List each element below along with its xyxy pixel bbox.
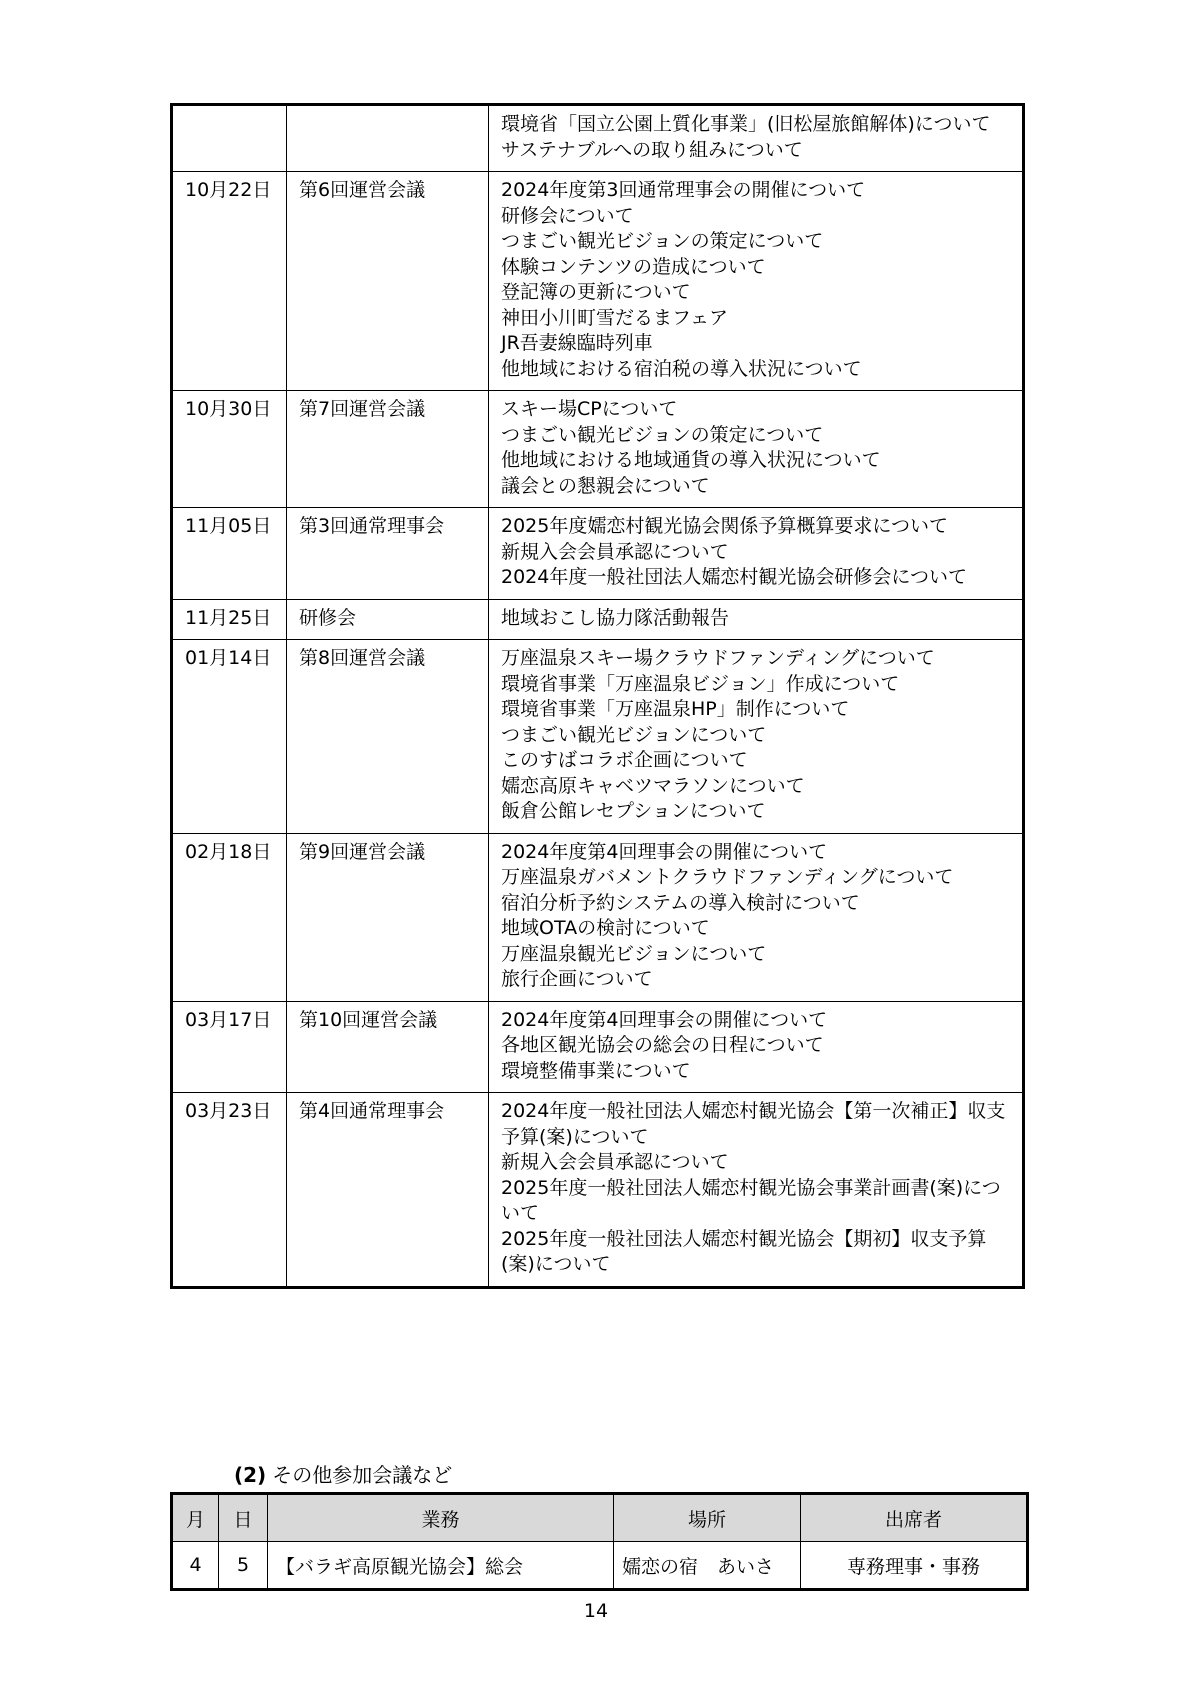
agenda-item: 他地域における宿泊税の導入状況について [501,357,862,380]
agenda-item: このすばコラボ企画について [501,749,748,771]
meeting-agenda [489,599,1024,640]
meeting-agenda [489,391,1024,508]
meeting-name: 第7回運営会議 [287,391,489,508]
meeting-agenda [489,1093,1024,1288]
cell-work: 【バラギ高原観光協会】総会 [268,1542,614,1590]
agenda-item: 地域おこし協力隊活動報告 [501,606,730,629]
agenda-item: 議会との懇親会について [501,474,710,497]
agenda-item: 万座温泉スキー場クラウドファンディングについて [501,647,935,669]
agenda-item: 神田小川町雪だるまフェア [501,306,729,329]
agenda-item: サステナブルへの取り組みについて [501,138,803,161]
section-number: (2) [234,1463,267,1487]
header-work: 業務 [268,1494,614,1542]
meeting-name: 第6回運営会議 [287,172,489,391]
agenda-item: 嬬恋高原キャベツマラソンについて [501,774,805,797]
meeting-agenda [489,833,1024,1001]
agenda-item: 2024年度第4回理事会の開催について [501,840,828,863]
section-title: その他参加会議など [272,1463,453,1487]
agenda-item: 他地域における地域通貨の導入状況について [501,449,881,471]
table-row [172,391,1024,508]
meeting-name: 第3回通常理事会 [287,508,489,600]
table-row [172,599,1024,640]
cell-attendee: 専務理事・事務 [801,1542,1028,1590]
meeting-name: 第4回通常理事会 [287,1093,489,1288]
section-heading [234,1462,452,1488]
table-row [172,508,1024,600]
meeting-agenda [489,640,1024,834]
table-row [172,172,1024,391]
agenda-item: 万座温泉観光ビジョンについて [501,942,767,965]
agenda-item: 体験コンテンツの造成について [501,255,766,278]
agenda-item: 新規入会会員承認について [501,540,729,563]
agenda-item: つまごい観光ビジョンの策定について [501,423,824,446]
table-row [172,1001,1024,1093]
meeting-date: 03月17日 [172,1001,287,1093]
cell-place: 嬬恋の宿 あいさ [614,1542,801,1590]
meeting-date [172,105,287,172]
table-row [172,833,1024,1001]
agenda-item: 2024年度一般社団法人嬬恋村観光協会【第一次補正】収支予算(案)について [501,1100,1006,1148]
agenda-item: 環境省事業「万座温泉HP」制作について [501,698,850,720]
agenda-item: 登記簿の更新について [501,281,691,303]
agenda-item: 旅行企画について [501,968,653,990]
page-number: 14 [583,1600,609,1622]
agenda-item: 環境省「国立公園上質化事業」(旧松屋旅館解体)について [501,113,991,135]
meeting-agenda [489,508,1024,600]
meetings-table-body [172,105,1024,1288]
agenda-item: 新規入会会員承認について [501,1151,729,1173]
cell-month: 4 [172,1542,219,1590]
agenda-item: 飯倉公館レセプションについて [501,800,766,822]
meeting-date: 02月18日 [172,833,287,1001]
table-row [172,1093,1024,1288]
other-meetings-table [170,1492,1029,1591]
agenda-item: 2024年度一般社団法人嬬恋村観光協会研修会について [501,566,967,588]
agenda-item: 環境省事業「万座温泉ビジョン」作成について [501,672,900,695]
header-month: 月 [172,1494,219,1542]
meeting-agenda [489,1001,1024,1093]
meeting-date: 11月05日 [172,508,287,600]
agenda-item: 2025年度一般社団法人嬬恋村観光協会事業計画書(案)について [501,1176,1001,1224]
meeting-name: 第9回運営会議 [287,833,489,1001]
agenda-item: 各地区観光協会の総会の日程について [501,1034,824,1056]
agenda-item: 研修会について [501,204,634,227]
meeting-name: 第8回運営会議 [287,640,489,834]
cell-day: 5 [219,1542,268,1590]
meetings-table [170,103,1025,1289]
header-row [172,1494,1028,1542]
agenda-item: JR吾妻線臨時列車 [501,332,653,354]
agenda-item: 2024年度第3回通常理事会の開催について [501,179,866,201]
agenda-item: つまごい観光ビジョンの策定について [501,230,824,252]
header-place: 場所 [614,1494,801,1542]
header-attendee: 出席者 [801,1494,1028,1542]
agenda-item: 宿泊分析予約システムの導入検討について [501,891,860,914]
agenda-item: 2025年度一般社団法人嬬恋村観光協会【期初】収支予算(案)について [501,1227,987,1275]
meeting-date: 01月14日 [172,640,287,834]
meeting-date: 03月23日 [172,1093,287,1288]
agenda-item: 2024年度第4回理事会の開催について [501,1008,828,1031]
meeting-name: 第10回運営会議 [287,1001,489,1093]
table-row [172,1542,1028,1590]
agenda-item: 環境整備事業について [501,1059,691,1082]
agenda-item: 2025年度嬬恋村観光協会関係予算概算要求について [501,515,948,537]
agenda-item: 地域OTAの検討について [501,917,710,939]
agenda-item: スキー場CPについて [501,398,678,420]
agenda-item: 万座温泉ガバメントクラウドファンディングについて [501,866,954,888]
meeting-agenda [489,105,1024,172]
table-row [172,105,1024,172]
header-day: 日 [219,1494,268,1542]
agenda-item: つまごい観光ビジョンについて [501,723,767,746]
meeting-date: 10月30日 [172,391,287,508]
meeting-date: 10月22日 [172,172,287,391]
meeting-agenda [489,172,1024,391]
meeting-name [287,105,489,172]
meeting-name: 研修会 [287,599,489,640]
table-row [172,640,1024,834]
meeting-date: 11月25日 [172,599,287,640]
